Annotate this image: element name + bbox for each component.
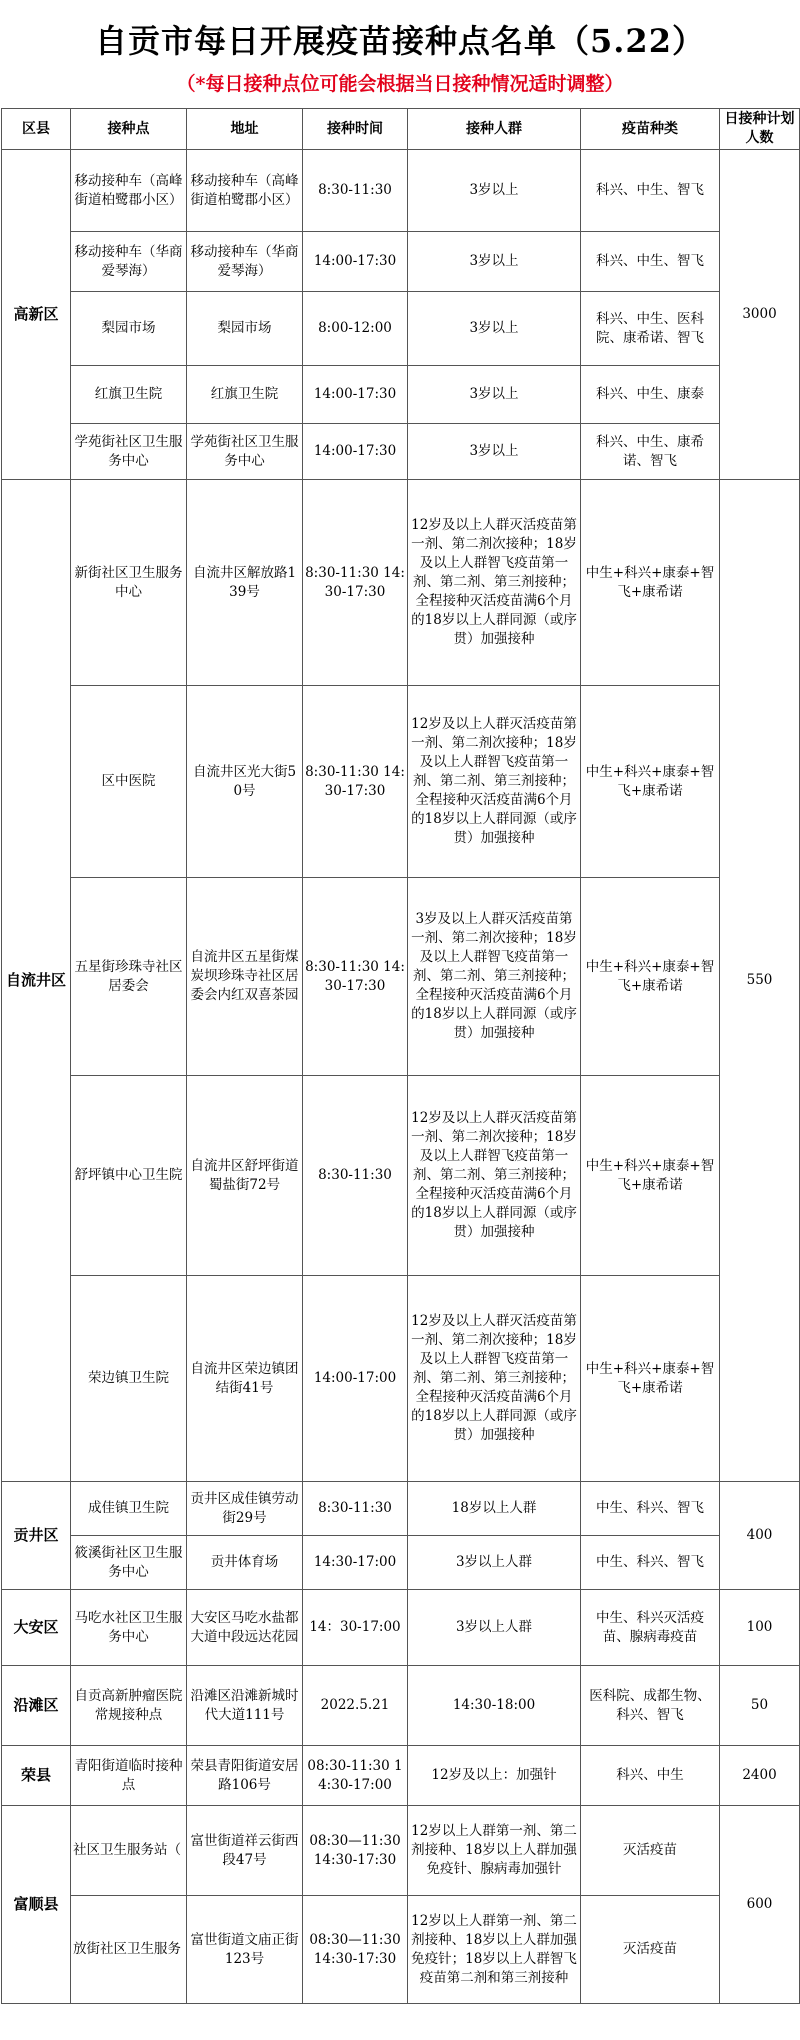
table-row: [2, 292, 800, 366]
table-row: [2, 232, 800, 292]
address-cell: 自流井区光大街50号: [187, 686, 303, 878]
time-cell: 08:30-11:30 14:30-17:00: [303, 1746, 408, 1806]
vaccine-cell: 中生、科兴、智飞: [581, 1536, 720, 1590]
table-row: [2, 366, 800, 424]
table-row: [2, 1482, 800, 1536]
page-subtitle: （*每日接种点位可能会根据当日接种情况适时调整）: [176, 73, 624, 95]
table-row: [2, 1076, 800, 1276]
district-cell: 富顺县: [2, 1806, 71, 2004]
people-cell: 12岁及以上人群灭活疫苗第一剂、第二剂次接种；18岁及以上人群智飞疫苗第一剂、第二剂、第三剂接种；全程接种灭活疫苗满6个月的18岁以上人群同源（或序贯）加强接种: [408, 1276, 581, 1482]
site-cell: 放街社区卫生服务: [71, 1896, 187, 2004]
address-cell: 红旗卫生院: [187, 366, 303, 424]
vaccine-cell: 灭活疫苗: [581, 1896, 720, 2004]
vaccine-cell: 科兴、中生: [581, 1746, 720, 1806]
vaccine-cell: 科兴、中生、智飞: [581, 232, 720, 292]
time-cell: 14:00-17:00: [303, 1276, 408, 1482]
vaccine-cell: 科兴、中生、康希诺、智飞: [581, 424, 720, 480]
people-cell: 3岁及以上人群灭活疫苗第一剂、第二剂次接种；18岁及以上人群智飞疫苗第一剂、第二剂、第三剂接种；全程接种灭活疫苗满6个月的18岁以上人群同源（或序贯）加强接种: [408, 878, 581, 1076]
people-cell: 3岁以上: [408, 150, 581, 232]
plan-cell: 100: [720, 1590, 800, 1666]
address-cell: 贡井区成佳镇劳动街29号: [187, 1482, 303, 1536]
plan-cell: 50: [720, 1666, 800, 1746]
vaccine-cell: 中生+科兴+康泰+智飞+康希诺: [581, 1076, 720, 1276]
table-row: [2, 480, 800, 686]
address-cell: 移动接种车（华商爱琴海）: [187, 232, 303, 292]
address-cell: 富世街道文庙正街123号: [187, 1896, 303, 2004]
address-cell: 沿滩区沿滩新城时代大道111号: [187, 1666, 303, 1746]
site-cell: 学苑街社区卫生服务中心: [71, 424, 187, 480]
address-cell: 大安区马吃水盐都大道中段远达花园: [187, 1590, 303, 1666]
time-cell: 14：30-17:00: [303, 1590, 408, 1666]
address-cell: 自流井区解放路139号: [187, 480, 303, 686]
page-title: 自贡市每日开展疫苗接种点名单（5.22）: [95, 22, 705, 60]
table-row: [2, 424, 800, 480]
site-cell: 筱溪街社区卫生服务中心: [71, 1536, 187, 1590]
time-cell: 8:30-11:30 14:30-17:30: [303, 686, 408, 878]
table-row: [2, 1590, 800, 1666]
plan-cell: 600: [720, 1806, 800, 2004]
time-cell: 8:30-11:30 14:30-17:30: [303, 878, 408, 1076]
site-cell: 自贡高新肿瘤医院常规接种点: [71, 1666, 187, 1746]
table-row: [2, 686, 800, 878]
vaccine-cell: 科兴、中生、康泰: [581, 366, 720, 424]
header-district: 区县: [2, 109, 71, 150]
vaccination-sites-table: [1, 108, 800, 2004]
district-cell: 荣县: [2, 1746, 71, 1806]
address-cell: 梨园市场: [187, 292, 303, 366]
time-cell: 8:30-11:30: [303, 1076, 408, 1276]
people-cell: 12岁及以上人群灭活疫苗第一剂、第二剂次接种；18岁及以上人群智飞疫苗第一剂、第二剂、第三剂接种；全程接种灭活疫苗满6个月的18岁以上人群同源（或序贯）加强接种: [408, 480, 581, 686]
table-row: [2, 1276, 800, 1482]
district-cell: 沿滩区: [2, 1666, 71, 1746]
site-cell: 移动接种车（高峰街道柏鹭郡小区）: [71, 150, 187, 232]
address-cell: 荣县青阳街道安居路106号: [187, 1746, 303, 1806]
people-cell: 12岁以上人群第一剂、第二剂接种、18岁以上人群加强免疫针；18岁以上人群智飞疫苗第二剂和第三剂接种: [408, 1896, 581, 2004]
time-cell: 14:30-17:00: [303, 1536, 408, 1590]
site-cell: 荣边镇卫生院: [71, 1276, 187, 1482]
time-cell: 8:30-11:30: [303, 1482, 408, 1536]
header-vaccine: 疫苗种类: [581, 109, 720, 150]
table-row: [2, 1666, 800, 1746]
time-cell: 8:00-12:00: [303, 292, 408, 366]
table-row: [2, 1806, 800, 1896]
vaccine-cell: 中生+科兴+康泰+智飞+康希诺: [581, 1276, 720, 1482]
vaccine-cell: 灭活疫苗: [581, 1806, 720, 1896]
people-cell: 3岁以上: [408, 232, 581, 292]
site-cell: 马吃水社区卫生服务中心: [71, 1590, 187, 1666]
vaccine-cell: 科兴、中生、医科院、康希诺、智飞: [581, 292, 720, 366]
time-cell: 14:00-17:30: [303, 366, 408, 424]
district-cell: 自流井区: [2, 480, 71, 1482]
district-cell: 贡井区: [2, 1482, 71, 1590]
people-cell: 3岁以上: [408, 424, 581, 480]
people-cell: 3岁以上人群: [408, 1590, 581, 1666]
table-row: [2, 150, 800, 232]
header-site: 接种点: [71, 109, 187, 150]
vaccine-cell: 中生+科兴+康泰+智飞+康希诺: [581, 878, 720, 1076]
time-cell: 8:30-11:30 14:30-17:30: [303, 480, 408, 686]
table-header-row: [2, 109, 800, 150]
vaccine-cell: 中生、科兴、智飞: [581, 1482, 720, 1536]
time-cell: 08:30—11:30 14:30-17:30: [303, 1896, 408, 2004]
people-cell: 3岁以上人群: [408, 1536, 581, 1590]
people-cell: 3岁以上: [408, 366, 581, 424]
site-cell: 社区卫生服务站（: [71, 1806, 187, 1896]
time-cell: 08:30—11:30 14:30-17:30: [303, 1806, 408, 1896]
time-cell: 2022.5.21: [303, 1666, 408, 1746]
plan-cell: 2400: [720, 1746, 800, 1806]
people-cell: 12岁及以上：加强针: [408, 1746, 581, 1806]
table-row: [2, 1746, 800, 1806]
people-cell: 18岁以上人群: [408, 1482, 581, 1536]
vaccine-cell: 中生+科兴+康泰+智飞+康希诺: [581, 686, 720, 878]
time-cell: 8:30-11:30: [303, 150, 408, 232]
site-cell: 成佳镇卫生院: [71, 1482, 187, 1536]
table-row: [2, 878, 800, 1076]
site-cell: 移动接种车（华商爱琴海）: [71, 232, 187, 292]
site-cell: 青阳街道临时接种点: [71, 1746, 187, 1806]
site-cell: 红旗卫生院: [71, 366, 187, 424]
address-cell: 富世街道祥云街西段47号: [187, 1806, 303, 1896]
time-cell: 14:00-17:30: [303, 424, 408, 480]
time-cell: 14:00-17:30: [303, 232, 408, 292]
address-cell: 学苑街社区卫生服务中心: [187, 424, 303, 480]
table-row: [2, 1896, 800, 2004]
plan-cell: 3000: [720, 150, 800, 480]
site-cell: 区中医院: [71, 686, 187, 878]
header-people: 接种人群: [408, 109, 581, 150]
vaccine-cell: 中生、科兴灭活疫苗、腺病毒疫苗: [581, 1590, 720, 1666]
people-cell: 14:30-18:00: [408, 1666, 581, 1746]
vaccine-cell: 科兴、中生、智飞: [581, 150, 720, 232]
site-cell: 新街社区卫生服务中心: [71, 480, 187, 686]
header-time: 接种时间: [303, 109, 408, 150]
people-cell: 12岁以上人群第一剂、第二剂接种、18岁以上人群加强免疫针、腺病毒加强针: [408, 1806, 581, 1896]
people-cell: 3岁以上: [408, 292, 581, 366]
address-cell: 自流井区五星街煤炭坝珍珠寺社区居委会内红双喜茶园: [187, 878, 303, 1076]
vaccine-cell: 中生+科兴+康泰+智飞+康希诺: [581, 480, 720, 686]
site-cell: 梨园市场: [71, 292, 187, 366]
site-cell: 舒坪镇中心卫生院: [71, 1076, 187, 1276]
plan-cell: 400: [720, 1482, 800, 1590]
address-cell: 移动接种车（高峰街道柏鹭郡小区）: [187, 150, 303, 232]
district-cell: 高新区: [2, 150, 71, 480]
district-cell: 大安区: [2, 1590, 71, 1666]
people-cell: 12岁及以上人群灭活疫苗第一剂、第二剂次接种；18岁及以上人群智飞疫苗第一剂、第二剂、第三剂接种；全程接种灭活疫苗满6个月的18岁以上人群同源（或序贯）加强接种: [408, 1076, 581, 1276]
header-address: 地址: [187, 109, 303, 150]
vaccine-cell: 医科院、成都生物、科兴、智飞: [581, 1666, 720, 1746]
table-row: [2, 1536, 800, 1590]
people-cell: 12岁及以上人群灭活疫苗第一剂、第二剂次接种；18岁及以上人群智飞疫苗第一剂、第二剂、第三剂接种；全程接种灭活疫苗满6个月的18岁以上人群同源（或序贯）加强接种: [408, 686, 581, 878]
header-plan: 日接种计划人数: [720, 109, 800, 150]
site-cell: 五星街珍珠寺社区居委会: [71, 878, 187, 1076]
address-cell: 自流井区荣边镇团结街41号: [187, 1276, 303, 1482]
address-cell: 贡井体育场: [187, 1536, 303, 1590]
address-cell: 自流井区舒坪街道蜀盐街72号: [187, 1076, 303, 1276]
plan-cell: 550: [720, 480, 800, 1482]
